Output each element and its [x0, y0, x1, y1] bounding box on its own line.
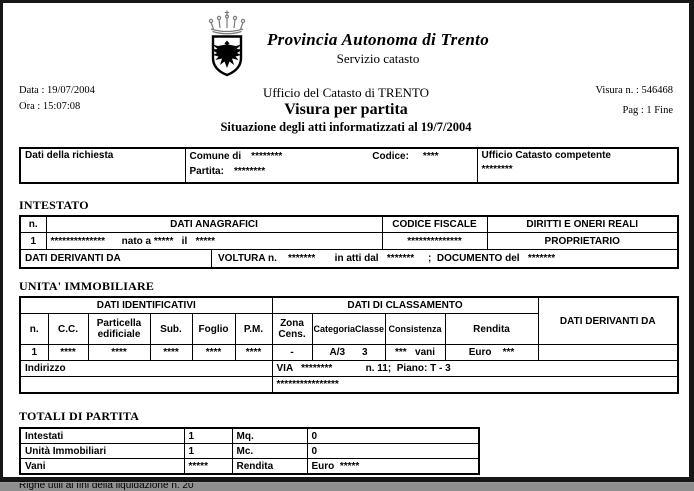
ufficio-label: Ufficio Catasto competente — [481, 150, 611, 161]
unita-cc: **** — [48, 345, 88, 361]
group-classamento: DATI DI CLASSAMENTO — [272, 297, 538, 314]
table-group-header-row — [20, 297, 678, 314]
document-content — [3, 3, 689, 491]
unita-col-cc: C.C. — [48, 314, 88, 345]
unita-particella: **** — [88, 345, 150, 361]
indirizzo-value-line1: VIA ******** n. 11; Piano: T - 3 — [272, 361, 678, 377]
intestato-col-diritti: DIRITTI E ONERI REALI — [487, 216, 678, 233]
unita-col-consistenza: Consistenza — [385, 314, 445, 345]
table-header-row — [20, 216, 678, 233]
document-subtitle: Situazione degli atti informatizzati al 19/7/2004 — [220, 120, 472, 134]
unita-rendita: Euro *** — [445, 345, 538, 361]
intestato-anagrafici: ************** nato a ***** il ***** — [46, 233, 382, 250]
intestato-col-anagrafici: DATI ANAGRAFICI — [46, 216, 382, 233]
unita-zona: - — [272, 345, 312, 361]
richiesta-table — [19, 147, 679, 184]
richiesta-section-label: Dati della richiesta — [20, 148, 185, 183]
totali-label: Mc. — [232, 444, 307, 459]
indirizzo-empty-cell — [20, 377, 272, 394]
totali-label: Intestati — [20, 428, 184, 444]
codice-value: **** — [422, 151, 439, 162]
meta-left — [19, 85, 176, 117]
group-derivanti: DATI DERIVANTI DA — [538, 297, 678, 345]
intestato-heading: INTESTATO — [19, 198, 89, 212]
classe-value: 3 — [361, 347, 368, 358]
document-title: Visura per partita — [284, 101, 408, 118]
office-name: Ufficio del Catasto di TRENTO — [262, 85, 430, 100]
org-name: Provincia Autonoma di Trento — [266, 30, 490, 49]
totali-table — [19, 427, 480, 475]
unita-pm: **** — [235, 345, 272, 361]
partita-label: Partita: — [189, 166, 224, 177]
group-identificativi: DATI IDENTIFICATIVI — [20, 297, 272, 314]
indirizzo-label: Indirizzo — [20, 361, 272, 377]
unita-col-categoria-classe — [312, 314, 385, 345]
comune-label: Comune di — [189, 151, 242, 162]
table-row — [20, 428, 479, 444]
org-block — [267, 30, 489, 67]
totali-value: Euro ***** — [307, 459, 479, 475]
unita-foglio: **** — [192, 345, 235, 361]
categoria-label: Categoria — [313, 324, 356, 334]
richiesta-comune-cell — [185, 148, 477, 183]
table-row — [20, 361, 678, 377]
indirizzo-value-line2: **************** — [272, 377, 678, 394]
unita-table — [19, 296, 679, 394]
date-label: Data : 19/07/2004 — [19, 85, 95, 96]
unita-col-foglio: Foglio — [192, 314, 235, 345]
table-row — [20, 250, 678, 269]
letterhead — [19, 10, 673, 76]
unita-col-particella: Particella edificiale — [88, 314, 150, 345]
crown-icon — [209, 11, 244, 34]
unita-col-zona: Zona Cens. — [272, 314, 312, 345]
table-row — [20, 345, 678, 361]
totali-label: Rendita — [232, 459, 307, 475]
totali-heading: TOTALI DI PARTITA — [19, 409, 140, 423]
time-label: Ora : 15:07:08 — [19, 101, 81, 112]
liquidazione-note: Righe utili ai fini della liquidazione n. 20 — [19, 480, 194, 491]
intestato-n: 1 — [20, 233, 46, 250]
totali-value: 1 — [184, 444, 232, 459]
totali-label: Mq. — [232, 428, 307, 444]
partita-value: ******** — [233, 166, 266, 177]
totali-label: Unità Immobiliari — [20, 444, 184, 459]
unita-col-rendita: Rendita — [445, 314, 538, 345]
codice-label: Codice: — [372, 151, 409, 162]
unita-n: 1 — [20, 345, 48, 361]
derivanti-value: VOLTURA n. ******* in atti dal ******* ; DOCUMENTO del ******* — [218, 253, 556, 264]
totali-label: Vani — [20, 459, 184, 475]
comune-value: ******** — [251, 151, 283, 162]
document-meta — [19, 85, 673, 135]
unita-col-sub: Sub. — [150, 314, 192, 345]
table-row — [20, 459, 479, 475]
unita-consistenza: *** vani — [385, 345, 445, 361]
intestato-col-n: n. — [20, 216, 46, 233]
ufficio-value: ******** — [481, 164, 513, 175]
intestato-diritti: PROPRIETARIO — [487, 233, 678, 250]
categoria-value: A/3 — [329, 347, 346, 358]
eagle-shield-icon — [211, 37, 242, 76]
intestato-col-codice-fiscale: CODICE FISCALE — [382, 216, 487, 233]
unita-col-n: n. — [20, 314, 48, 345]
coat-of-arms-icon — [203, 10, 251, 76]
unita-sub: **** — [150, 345, 192, 361]
unita-categoria-classe — [312, 345, 385, 361]
org-department: Servizio catasto — [336, 51, 420, 66]
totali-value: 0 — [307, 444, 479, 459]
totali-value: 0 — [307, 428, 479, 444]
table-row — [20, 444, 479, 459]
classe-label: Classe — [355, 324, 385, 334]
richiesta-ufficio-cell — [477, 148, 678, 183]
intestato-codice-fiscale: ************** — [382, 233, 487, 250]
visura-number: Visura n. : 546468 — [595, 85, 673, 96]
intestato-table — [19, 215, 679, 269]
meta-right — [516, 85, 673, 125]
table-row — [20, 233, 678, 250]
totali-value: 1 — [184, 428, 232, 444]
page-number: Pag : 1 Fine — [622, 105, 673, 116]
meta-center — [176, 85, 516, 135]
unita-heading: UNITA' IMMOBILIARE — [19, 279, 155, 293]
table-row — [20, 377, 678, 394]
totali-value: ***** — [184, 459, 232, 475]
unita-col-pm: P.M. — [235, 314, 272, 345]
unita-derivanti — [538, 345, 678, 361]
table-row — [20, 148, 678, 183]
derivanti-label: DATI DERIVANTI DA — [21, 250, 212, 267]
